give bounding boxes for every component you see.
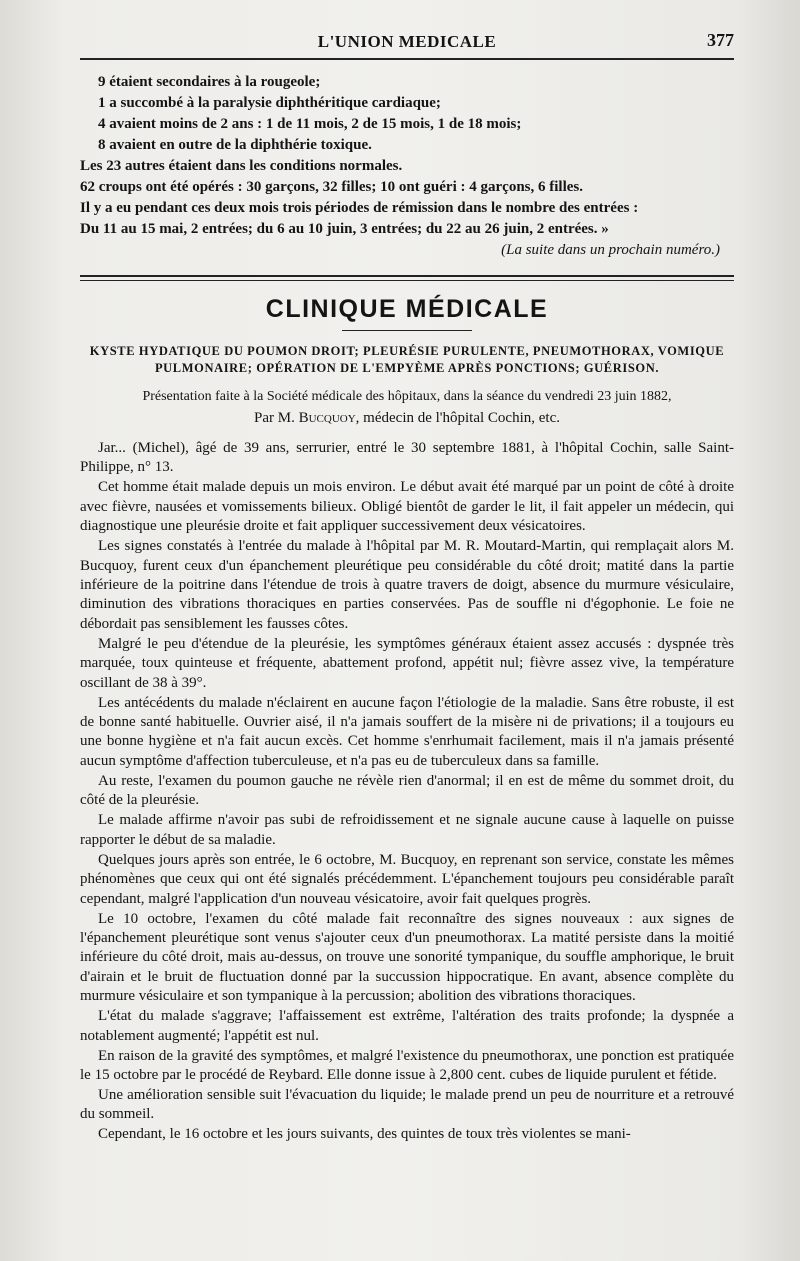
author-line bbox=[80, 407, 734, 429]
page-number: 377 bbox=[707, 30, 734, 50]
section-title: CLINIQUE MÉDICALE bbox=[265, 295, 549, 323]
paragraph: Les signes constatés à l'entrée du malade à l'hôpital par M. R. Moutard-Martin, qui remplaçait alors M. Bucquoy, furent ceux d'un épanchement pleurétique peu considérable du côté droit; matité dans la partie inférieure de la poitrine dans l'étendue de trois à quatre travers de doigt, absence du murmure vésiculaire, diminution des vibrations thoraciques en parties conservées. Pas de souffle ni d'égophonie. Le foie ne débordait pas sensiblement les fausses côtes. bbox=[80, 538, 734, 632]
paragraph: Une amélioration sensible suit l'évacuation du liquide; le malade prend un peu de nourriture et a retrouvé du sommeil. bbox=[80, 1086, 734, 1123]
header-rule bbox=[80, 58, 734, 60]
author-prefix: Par M. bbox=[254, 410, 299, 426]
paragraph: Les antécédents du malade n'éclairent en aucune façon l'étiologie de la maladie. Sans être robuste, il est de bonne santé habituelle. Ouvrier aisé, il n'a jamais souffert de la misère ni de privations; il a toujours eu une bonne hygiène et n'a fait aucun excès. Cet homme s'enrhumait facilement, mais il n'a jamais présenté aucun symptôme d'affection tuberculeuse, et n'a pas eu de tuberculeux dans sa famille. bbox=[80, 694, 734, 769]
title-underline bbox=[342, 330, 472, 331]
paragraph: Le malade affirme n'avoir pas subi de refroidissement et ne signale aucune cause à laquelle on puisse rapporter le début de sa maladie. bbox=[80, 812, 734, 848]
paragraph: Cependant, le 16 octobre et les jours suivants, des quintes de toux très violentes se mani- bbox=[98, 1126, 631, 1143]
section-divider bbox=[80, 275, 734, 281]
author-affiliation: , médecin de l'hôpital Cochin, etc. bbox=[355, 410, 560, 426]
journal-title: L'UNION MEDICALE bbox=[317, 32, 497, 51]
author-name: Bucquoy bbox=[298, 410, 356, 426]
statistics-item: 8 avaient en outre de la diphthérie toxique. bbox=[98, 137, 372, 153]
statistics-line: 62 croups ont été opérés : 30 garçons, 32 filles; 10 ont guéri : 4 garçons, 6 filles. bbox=[80, 179, 583, 195]
presentation-note: Présentation faite à la Société médicale des hôpitaux, dans la séance du vendredi 23 juin 1882, bbox=[142, 389, 672, 404]
statistics-item: 1 a succombé à la paralysie diphthéritique cardiaque; bbox=[98, 95, 441, 111]
statistics-line: Il y a eu pendant ces deux mois trois périodes de rémission dans le nombre des entrées : bbox=[80, 200, 639, 216]
continuation-note: (La suite dans un prochain numéro.) bbox=[501, 242, 720, 258]
paragraph: Quelques jours après son entrée, le 6 octobre, M. Bucquoy, en reprenant son service, constate les mêmes phénomènes que ceux qui ont été signalés précédemment. L'épanchement toujours peu considérable paraît cependant, malgré l'application d'un nouveau vésicatoire, avoir fait quelques progrès. bbox=[80, 851, 734, 907]
subtitle-line: KYSTE HYDATIQUE DU POUMON DROIT; PLEURÉSIE PURULENTE, PNEUMOTHORAX, VOMIQUE bbox=[89, 344, 725, 358]
subtitle-line: PULMONAIRE; OPÉRATION DE L'EMPYÈME APRÈS PONCTIONS; GUÉRISON. bbox=[154, 361, 660, 375]
statistics-item: 9 étaient secondaires à la rougeole; bbox=[98, 74, 321, 90]
article-body bbox=[80, 439, 734, 1145]
paragraph: Au reste, l'examen du poumon gauche ne révèle rien d'anormal; il en est de même du sommet droit, du côté de la pleurésie. bbox=[80, 772, 734, 809]
article-subtitle bbox=[80, 343, 734, 377]
paragraph: Malgré le peu d'étendue de la pleurésie, les symptômes généraux étaient assez accusés : dyspnée très marquée, toux quinteuse et fréquente, abattement profond, appétit nul; fièvre assez vive, la température oscillant de 38 à 39°. bbox=[80, 635, 734, 691]
statistics-block bbox=[80, 72, 734, 261]
statistics-item: 4 avaient moins de 2 ans : 1 de 11 mois, 2 de 15 mois, 1 de 18 mois; bbox=[98, 116, 522, 132]
statistics-line: Du 11 au 15 mai, 2 entrées; du 6 au 10 juin, 3 entrées; du 22 au 26 juin, 2 entrées. » bbox=[80, 221, 609, 237]
statistics-line: Les 23 autres étaient dans les conditions normales. bbox=[80, 158, 403, 174]
running-header bbox=[80, 22, 734, 56]
paragraph: En raison de la gravité des symptômes, et malgré l'existence du pneumothorax, une ponction est pratiquée le 15 octobre par le procédé de Reybard. Elle donne issue à 2,800 cent. cubes de liquide purulent et fétide. bbox=[80, 1047, 734, 1083]
paragraph: L'état du malade s'aggrave; l'affaissement est extrême, l'altération des traits profonde; la dyspnée a notablement augmenté; l'appétit est nul. bbox=[80, 1008, 734, 1044]
paragraph: Jar... (Michel), âgé de 39 ans, serrurier, entré le 30 septembre 1881, à l'hôpital Cochin, salle Saint-Philippe, n° 13. bbox=[80, 440, 734, 476]
paragraph: Le 10 octobre, l'examen du côté malade fait reconnaître des signes nouveaux : aux signes de l'épanchement pleurétique sont venus s'ajouter ceux d'un pneumothorax. La matité persiste dans la moitié inférieure du côté droit, mais au-dessus, on trouve une sonorité tympanique, du souffle amphorique, le bruit d'airain et le bruit de fluctuation donné par la succussion hippocratique. En avant, absence complète du murmure vésiculaire et son tympanique à la percussion; abolition des vibrations thoraciques. bbox=[80, 910, 734, 1005]
paragraph: Cet homme était malade depuis un mois environ. Le début avait été marqué par un point de côté à droite avec fièvre, nausées et vomissements bilieux. Obligé bientôt de garder le lit, il fait appeler un médecin, qui diagnostique une pleurésie droite et fait appliquer successivement deux vésicatoires. bbox=[80, 479, 734, 535]
